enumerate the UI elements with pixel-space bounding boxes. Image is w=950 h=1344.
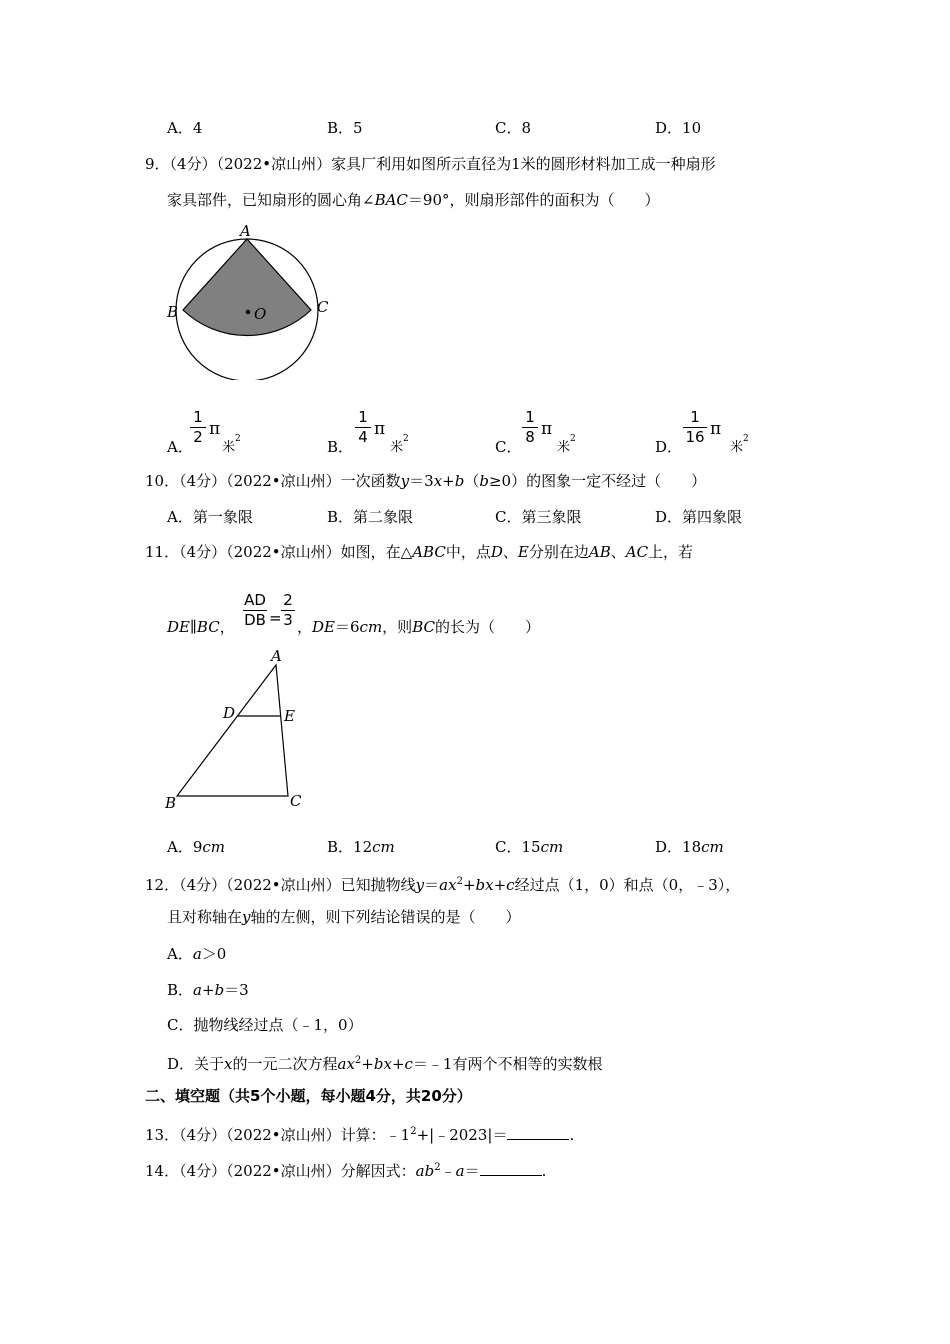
period: . xyxy=(569,1126,575,1144)
exponent: 2 xyxy=(456,876,463,887)
q12-text: （4分）（2022•凉山州）已知抛物线 xyxy=(179,876,416,894)
q9-option-a-letter: A． xyxy=(167,438,193,456)
q12-option-d: D．关于x的一元二次方程$ax^2+bx+c=﹣1$有两个不相等的实数根 xyxy=(167,1055,603,1073)
var-abc: ABC xyxy=(412,543,446,561)
eq: ＝ xyxy=(464,1162,480,1180)
answer-blank[interactable] xyxy=(507,1125,569,1140)
q11-stem-line1 xyxy=(145,542,805,562)
q11-triangle-figure xyxy=(160,645,320,815)
q10-option-c: C．第三象限 xyxy=(495,508,582,526)
paren: （ xyxy=(464,472,480,490)
numerator: 1 xyxy=(690,408,700,426)
comma: ， xyxy=(219,618,235,636)
q11-eq: ＝6 xyxy=(335,618,360,636)
q14-number: 14． xyxy=(145,1162,180,1180)
q9-stem-line1 xyxy=(145,154,716,174)
q9-text2: 家具部件，已知扇形的圆心角∠ xyxy=(167,191,375,209)
q12-option-b: B．a+b＝3 xyxy=(167,981,249,999)
var-y: y xyxy=(415,876,425,894)
q9-option-d-fraction xyxy=(683,409,707,446)
q9-option-b-fraction xyxy=(355,409,371,446)
var-c: c xyxy=(506,876,515,894)
q12-text: 且对称轴在 xyxy=(167,908,243,926)
label-c: C xyxy=(290,792,302,810)
q11-text: 的长为（ ） xyxy=(434,618,540,636)
label-o: O xyxy=(254,305,267,323)
minus: ﹣ xyxy=(440,1162,456,1180)
numerator: AD xyxy=(244,591,266,609)
q9-option-c-unit: 米$^2$ xyxy=(557,434,576,455)
triangle-abc xyxy=(177,665,288,796)
q10-option-d: D．第四象限 xyxy=(655,508,743,526)
q12-option-c: C．抛物线经过点（﹣1，0） xyxy=(167,1016,363,1034)
var-ab: AB xyxy=(588,543,611,561)
label-a: A xyxy=(240,222,251,240)
var-y: y xyxy=(400,472,410,490)
var-de: DE xyxy=(167,618,190,636)
q11-cond-de-length xyxy=(297,617,540,637)
denominator: 4 xyxy=(358,428,368,446)
var-b: b xyxy=(454,472,465,490)
var-bc: BC xyxy=(196,618,220,636)
plus: + xyxy=(462,876,476,894)
var-de: DE xyxy=(312,618,335,636)
q11-option-b: B．12cm xyxy=(327,838,395,856)
q11-text: ，则 xyxy=(382,618,413,636)
q11-text: （4分）（2022•凉山州）如图，在△ xyxy=(179,543,413,561)
q9-option-b-letter: B． xyxy=(327,438,354,456)
q12-number: 12． xyxy=(145,876,180,894)
q12-stem-line2 xyxy=(167,907,521,927)
q11-option-c: C．15cm xyxy=(495,838,564,856)
sep: 、 xyxy=(610,543,626,561)
denominator: 8 xyxy=(525,428,535,446)
plus: + xyxy=(442,472,455,490)
shaded-sector xyxy=(183,239,311,336)
var-x: x xyxy=(433,472,443,490)
q13-stem xyxy=(145,1122,574,1145)
q14-text: （4分）（2022•凉山州）分解因式： xyxy=(179,1162,416,1180)
q12-text: 经过点（1，0）和点（0，﹣3）， xyxy=(514,876,741,894)
q9-option-a-unit: 米$^2$ xyxy=(222,434,241,455)
denominator: 3 xyxy=(283,611,293,629)
var-ac: AC xyxy=(625,543,649,561)
numerator: 1 xyxy=(358,408,368,426)
var-ax: ax xyxy=(439,876,457,894)
q9-text3: ＝90°，则扇形部件的面积为（ ） xyxy=(407,191,660,209)
q10-text: （4分）（2022•凉山州）一次函数 xyxy=(179,472,401,490)
q12-stem-line1 xyxy=(145,872,740,895)
q9-option-c-pi: π xyxy=(541,419,553,439)
unit-cm: cm xyxy=(359,618,383,636)
label-b: B xyxy=(165,794,177,812)
q13-number: 13． xyxy=(145,1126,180,1144)
q9-option-c-fraction xyxy=(522,409,538,446)
q9-option-a-pi: π xyxy=(209,419,221,439)
label-b: B xyxy=(167,303,179,321)
label-e: E xyxy=(284,707,295,725)
q9-text: （4分）（2022•凉山州）家具厂利用如图所示直径为1米的圆形材料加工成一种扇形 xyxy=(169,155,716,173)
parallel-symbol: ∥ xyxy=(189,618,197,636)
var-ab: ab xyxy=(415,1162,435,1180)
q10-number: 10． xyxy=(145,472,180,490)
q9-option-d-unit: 米$^2$ xyxy=(730,434,749,455)
q8-option-d: D．10 xyxy=(655,119,702,137)
q9-sector-figure xyxy=(160,220,340,380)
comma: ， xyxy=(297,618,313,636)
var-a: a xyxy=(455,1162,465,1180)
var-bx: bx xyxy=(475,876,494,894)
var-y: y xyxy=(242,908,251,926)
denominator: 2 xyxy=(193,428,203,446)
section-heading-fill-in: 二、填空题（共5个小题，每小题4分，共20分） xyxy=(145,1087,472,1105)
exponent: 2 xyxy=(410,1126,417,1137)
label-d: D xyxy=(223,704,236,722)
q10-option-a: A．第一象限 xyxy=(167,508,253,526)
q10-option-b: B．第二象限 xyxy=(327,508,414,526)
q11-text: 中，点 xyxy=(445,543,491,561)
angle-var: BAC xyxy=(374,191,408,209)
q10-stem xyxy=(145,471,706,491)
eq: ＝ xyxy=(424,876,440,894)
q11-cond-de-bc xyxy=(167,617,235,637)
q14-stem xyxy=(145,1158,546,1181)
period: . xyxy=(541,1162,547,1180)
q11-number: 11． xyxy=(145,543,180,561)
q8-option-b: B．5 xyxy=(327,119,363,137)
q11-option-d: D．18cm xyxy=(655,838,724,856)
q9-stem-line2 xyxy=(167,190,660,210)
q11-option-a: A．9cm xyxy=(167,838,226,856)
q8-option-c: C．8 xyxy=(495,119,532,137)
denominator: 16 xyxy=(685,428,705,446)
q10-eq: ＝3 xyxy=(409,472,434,490)
q9-option-b-unit: 米$^2$ xyxy=(390,434,409,455)
exponent: 2 xyxy=(434,1162,441,1173)
q11-text: 分别在边 xyxy=(528,543,589,561)
q9-option-a-fraction xyxy=(190,409,206,446)
q13-text: +|﹣2023|＝ xyxy=(416,1126,508,1144)
sep: 、 xyxy=(502,543,518,561)
q11-ratio-2-3 xyxy=(281,592,295,629)
q8-option-a: A．4 xyxy=(167,119,203,137)
answer-blank[interactable] xyxy=(480,1161,542,1176)
label-a: A xyxy=(271,647,282,665)
numerator: 1 xyxy=(525,408,535,426)
q9-option-b-pi: π xyxy=(374,419,386,439)
q12-option-a: A．a＞0 xyxy=(167,945,227,963)
var-e: E xyxy=(517,543,529,561)
plus: + xyxy=(493,876,507,894)
var-d: D xyxy=(490,543,503,561)
q12-text: 轴的左侧，则下列结论错误的是（ ） xyxy=(250,908,521,926)
q11-text: 上，若 xyxy=(648,543,694,561)
denominator: DB xyxy=(244,611,266,629)
label-c: C xyxy=(317,298,329,316)
var-b: b xyxy=(479,472,489,490)
q10-condition: ≥0）的图象一定不经过（ ） xyxy=(488,472,707,490)
numerator: 1 xyxy=(193,408,203,426)
q11-ratio-ad-db xyxy=(243,592,267,629)
var-bc: BC xyxy=(412,618,435,636)
center-point-o xyxy=(246,310,250,314)
equals: = xyxy=(269,609,282,627)
q9-option-c-letter: C． xyxy=(495,438,522,456)
q13-text: （4分）（2022•凉山州）计算：﹣1 xyxy=(179,1126,411,1144)
q9-number: 9． xyxy=(145,155,170,173)
q9-option-d-letter: D． xyxy=(655,438,683,456)
numerator: 2 xyxy=(283,591,293,609)
q9-option-d-pi: π xyxy=(710,419,722,439)
